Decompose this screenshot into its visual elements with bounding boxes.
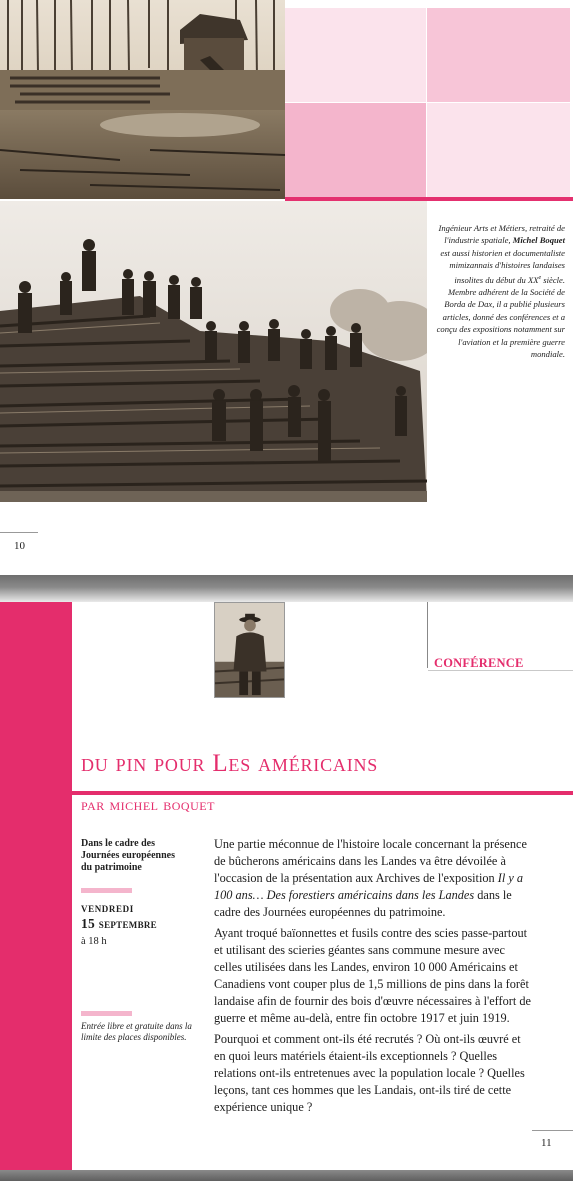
accent-bar [81,888,132,893]
decorative-block [427,8,570,102]
decorative-block [427,103,570,197]
page-title: du pin pour Les américains [81,750,379,777]
bio-superscript: e [538,274,542,281]
paragraph: Ayant troqué baïonnettes et fusils contre des scies passe-partout et utilisant des scieries géantes sans commune mesure avec celles utilisées dans les Landes, environ 10 000 Américains et Canadiens vont couper plus de 1,5 millions de pins dans la forêt landaise afin de fournir des bois d'œuvre nécessaires à l'effort de guerre et même au-delà, entre fin octobre 1917 et juin 1919. [214,926,531,1025]
event-date: 15 septembre [81,916,157,931]
page-gap [0,575,573,602]
category-label: CONFÉRENCE [434,656,524,670]
decorative-block [285,103,426,197]
page-number: 10 [14,540,25,552]
access-info: Entrée libre et gratuite dans la limite des places disponibles. [81,1021,192,1042]
event-time: à 18 h [81,936,107,947]
footer-rule [0,532,38,533]
event-context: Dans le cadre des Journées européennes du patrimoine [81,838,175,873]
paragraph-text: dans le cadre des Journées européennes du patrimoine. [214,888,512,919]
author-bio [433,222,565,360]
bio-text: est aussi historien et documentaliste mimizannais d'histoires landaises insolites du début du XX [440,247,565,285]
paragraph [214,836,532,921]
vertical-rule [427,602,428,668]
page-11 [0,602,573,1170]
page-10 [0,0,573,575]
exhibition-title: Il y a 100 ans… Des forestiers américains dans les Landes [214,871,524,902]
sawmill-photo [0,0,285,199]
decorative-block [285,8,426,102]
accent-side-band [0,602,72,1170]
accent-bar [81,1011,132,1016]
category-rule [428,670,573,671]
author-name: Michel Boquet [512,235,565,246]
page-number: 11 [541,1137,552,1149]
bio-text: Ingénieur Arts et Métiers, retraité de l'industrie spatiale, [438,223,565,246]
event-day: vendredi [81,900,134,915]
article-body [214,836,532,1120]
page-bottom-edge [0,1170,573,1181]
lumberjack-portrait-photo [214,602,285,698]
footer-rule [532,1130,573,1131]
paragraph-text: Une partie méconnue de l'histoire locale concernant la présence de bûcherons américains dans les Landes va être dévoilée à l'occasion de la présentation aux Archives de l'exposition [214,837,527,885]
paragraph: Pourquoi et comment ont-ils été recrutés ? Où ont-ils œuvré et en quoi leurs matériels étaient-ils exceptionnels ? Quelles relations ont-ils entretenues avec la population locale ? Quelles leçons, tant ces hommes que les Landais, ont-ils tiré de cette expérience unique ? [214,1032,525,1114]
subtitle-author: par michel boquet [81,795,215,814]
bio-text: siècle. Membre adhérent de la Société de Borda de Dax, il a publié plusieurs articles, donné des conférences et a conçu des expositions notamment sur l'aviation et la première guerre mondiale. [436,274,565,359]
lumberjacks-group-photo [0,201,427,502]
